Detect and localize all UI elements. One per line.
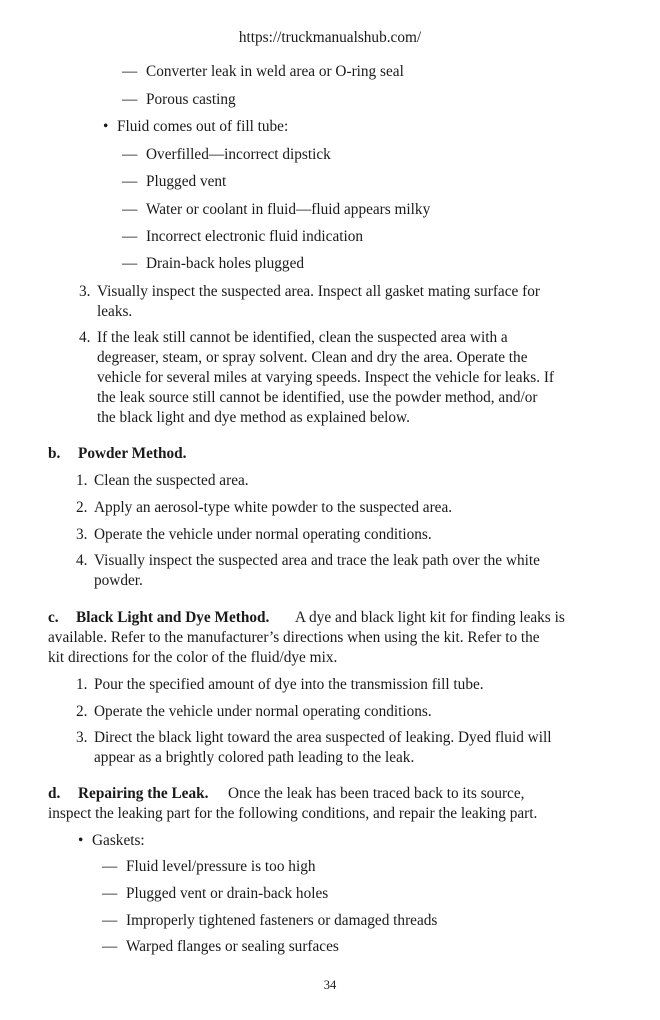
section-intro: A dye and black light kit for finding leaks is [295,609,565,626]
dash-marker: — [102,912,118,929]
dash-marker: — [122,201,138,218]
step-number: 4. [76,552,88,569]
step-text: If the leak still cannot be identified, clean the suspected area with a [97,329,508,346]
section-label: d. [48,785,61,802]
step-text: the black light and dye method as explained below. [97,409,410,426]
step-number: 4. [79,329,91,346]
dash-marker: — [102,938,118,955]
dash-marker: — [122,255,138,272]
list-item: Incorrect electronic fluid indication [146,228,364,245]
step-number: 3. [76,526,88,543]
section-title: Black Light and Dye Method. [76,609,270,626]
step-text: appear as a brightly colored path leading to the leak. [94,749,415,766]
page-number: 34 [323,978,337,992]
section-title: Powder Method. [78,445,187,462]
step-number: 1. [76,676,88,693]
list-item: Fluid comes out of fill tube: [117,118,289,135]
header-url: https://truckmanualshub.com/ [238,29,422,46]
list-item: Fluid level/pressure is too high [126,858,316,875]
list-item: Water or coolant in fluid—fluid appears milky [146,201,431,218]
step-text: Operate the vehicle under normal operating conditions. [94,703,432,720]
step-number: 2. [76,499,88,516]
step-text: Visually inspect the suspected area and trace the leak path over the white [94,552,540,569]
list-item: Plugged vent [146,173,227,190]
section-title: Repairing the Leak. [78,785,209,802]
dash-marker: — [122,63,138,80]
section-intro: available. Refer to the manufacturer’s directions when using the kit. Refer to the [48,629,540,646]
bullet-marker: • [78,832,84,849]
dash-marker: — [122,146,138,163]
step-text: degreaser, steam, or spray solvent. Clean and dry the area. Operate the [97,349,528,366]
step-text: leaks. [97,303,133,320]
step-text: vehicle for several miles at varying speeds. Inspect the vehicle for leaks. If [97,369,555,386]
list-item: Drain-back holes plugged [146,255,305,272]
dash-marker: — [122,228,138,245]
list-item: Converter leak in weld area or O-ring seal [146,63,404,80]
step-text: Clean the suspected area. [94,472,249,489]
section-intro: kit directions for the color of the fluid/dye mix. [48,649,338,666]
step-number: 3. [76,729,88,746]
step-number: 2. [76,703,88,720]
step-text: powder. [94,572,143,589]
list-item: Porous casting [146,91,236,108]
step-number: 3. [79,283,91,300]
step-text: Pour the specified amount of dye into the transmission fill tube. [94,676,484,693]
dash-marker: — [122,173,138,190]
bullet-marker: • [103,118,109,135]
step-text: Operate the vehicle under normal operating conditions. [94,526,432,543]
step-text: Visually inspect the suspected area. Inspect all gasket mating surface for [97,283,540,300]
list-item: Gaskets: [92,832,145,849]
section-intro: Once the leak has been traced back to its source, [228,785,525,802]
section-label: c. [48,609,59,626]
dash-marker: — [122,91,138,108]
list-item: Plugged vent or drain-back holes [126,885,329,902]
list-item: Improperly tightened fasteners or damaged threads [126,912,438,929]
dash-marker: — [102,885,118,902]
step-number: 1. [76,472,88,489]
step-text: the leak source still cannot be identified, use the powder method, and/or [97,389,538,406]
step-text: Apply an aerosol-type white powder to the suspected area. [94,499,453,516]
list-item: Overfilled—incorrect dipstick [146,146,331,163]
dash-marker: — [102,858,118,875]
section-label: b. [48,445,61,462]
list-item: Warped flanges or sealing surfaces [126,938,339,955]
section-intro: inspect the leaking part for the following conditions, and repair the leaking part. [48,805,538,822]
step-text: Direct the black light toward the area suspected of leaking. Dyed fluid will [94,729,552,746]
